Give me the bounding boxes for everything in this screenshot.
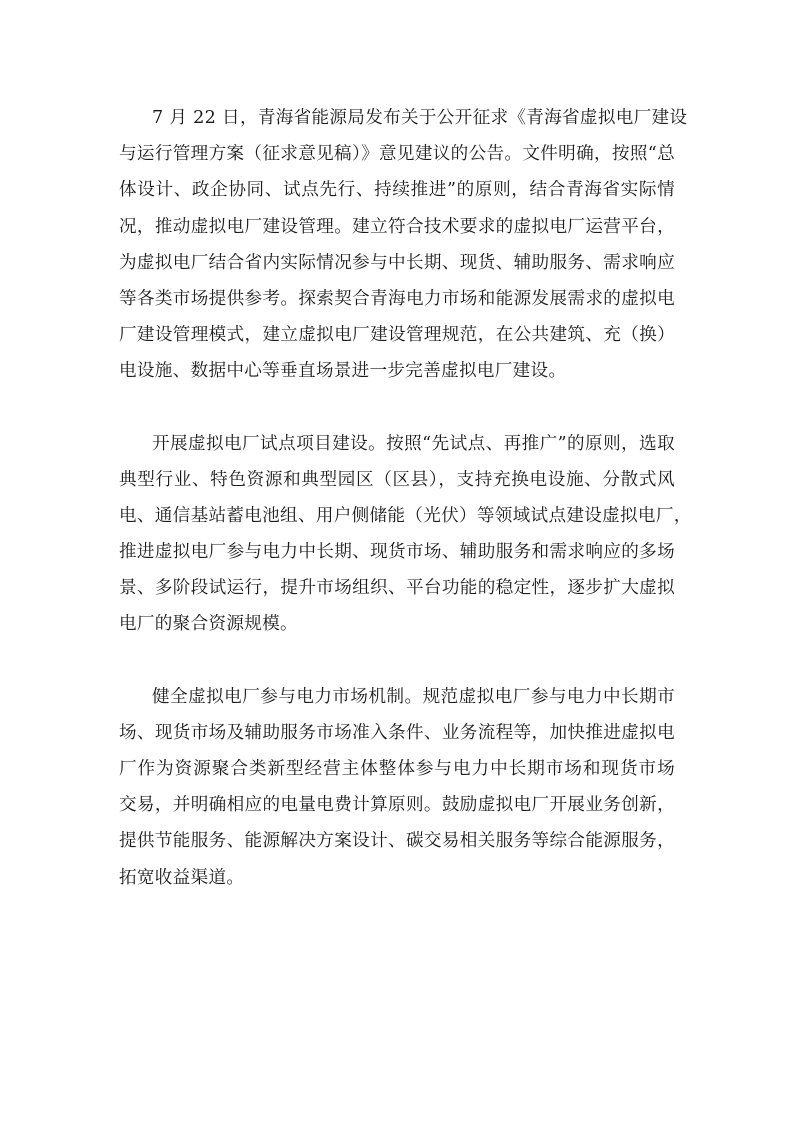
- text-line: 推进虚拟电厂参与电力中长期、现货市场、辅助服务和需求响应的多场: [119, 542, 675, 563]
- text-line: 厂建设管理模式，建立虚拟电厂建设管理规范，在公共建筑、充（换）: [119, 325, 675, 346]
- text-line: 拓宽收益渠道。: [119, 867, 245, 888]
- text-line: 健全虚拟电厂参与电力市场机制。规范虚拟电厂参与电力中长期市: [152, 686, 675, 707]
- text-line: 7 月 22 日，青海省能源局发布关于公开征求《青海省虚拟电厂建设: [152, 108, 688, 128]
- paragraph-market-mechanism: [119, 679, 675, 896]
- text-line: 体设计、政企协同、试点先行、持续推进”的原则，结合青海省实际情: [119, 180, 675, 201]
- text-line: 电、通信基站蓄电池组、用户侧储能（光伏）等领域试点建设虚拟电厂，: [119, 505, 692, 526]
- text-line: 景、多阶段试运行，提升市场组织、平台功能的稳定性，逐步扩大虚拟: [119, 578, 675, 599]
- text-line: 况，推动虚拟电厂建设管理。建立符合技术要求的虚拟电厂运营平台，: [119, 216, 675, 237]
- text-line: 与运行管理方案（征求意见稿）》意见建议的公告。文件明确，按照“总: [119, 144, 675, 165]
- text-line: 电厂的聚合资源规模。: [119, 614, 298, 635]
- text-line: 场、现货市场及辅助服务市场准入条件、业务流程等，加快推进虚拟电: [119, 722, 675, 743]
- text-line: 提供节能服务、能源解决方案设计、碳交易相关服务等综合能源服务，: [119, 831, 675, 852]
- text-line: 开展虚拟电厂试点项目建设。按照“先试点、再推广”的原则，选取: [152, 433, 675, 454]
- text-line: 厂作为资源聚合类新型经营主体整体参与电力中长期市场和现货市场: [119, 759, 675, 779]
- text-line: 典型行业、特色资源和典型园区（区县），支持充换电设施、分散式风: [119, 469, 675, 490]
- text-line: 交易，并明确相应的电量电费计算原则。鼓励虚拟电厂开展业务创新，: [119, 795, 675, 816]
- paragraph-pilot-projects: [119, 426, 692, 643]
- text-line: 等各类市场提供参考。探索契合青海电力市场和能源发展需求的虚拟电: [119, 288, 675, 309]
- paragraph-announcement: [119, 100, 688, 390]
- text-line: 为虚拟电厂结合省内实际情况参与中长期、现货、辅助服务、需求响应: [119, 252, 675, 273]
- text-line: 电设施、数据中心等垂直场景进一步完善虚拟电厂建设。: [119, 361, 567, 382]
- document-page: [119, 100, 692, 896]
